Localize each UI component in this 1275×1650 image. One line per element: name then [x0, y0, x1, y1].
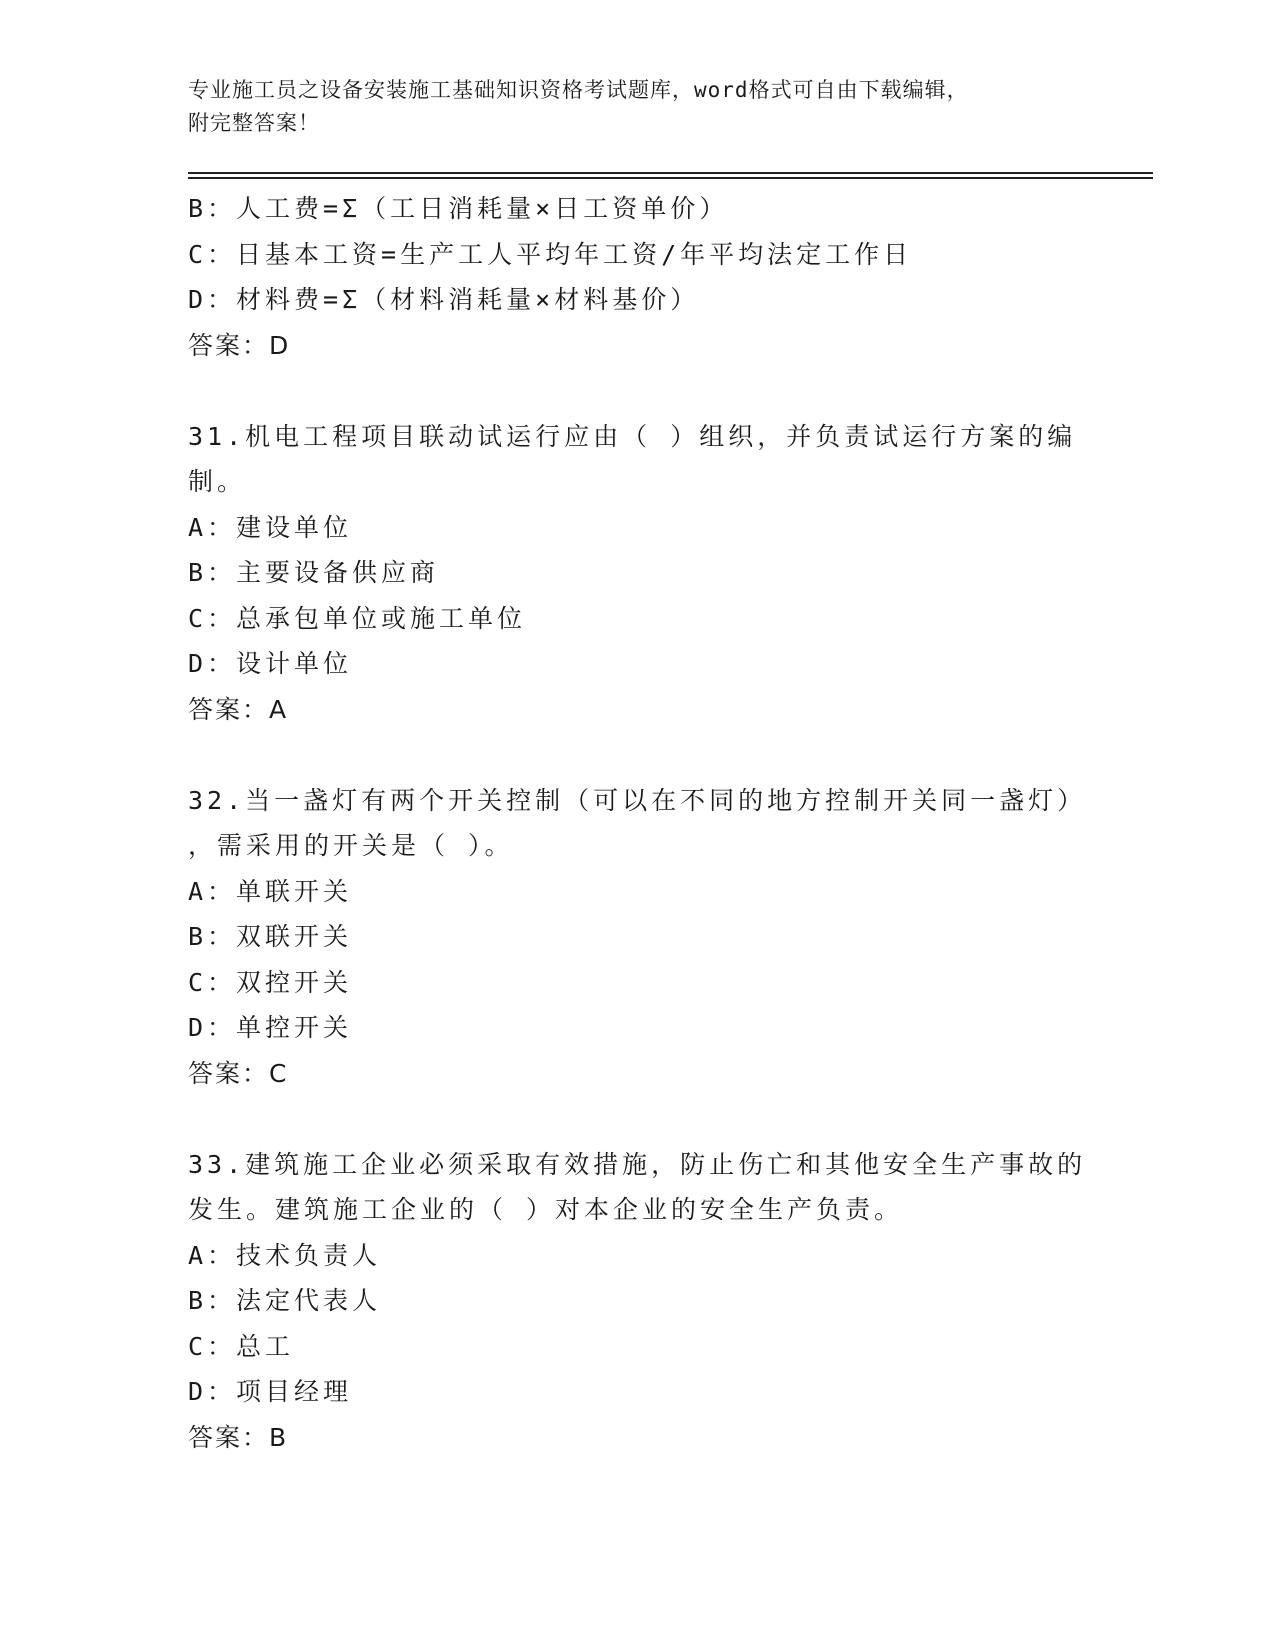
- option-b: B：法定代表人: [188, 1286, 382, 1315]
- document-header: [188, 74, 1068, 140]
- option-b: B：主要设备供应商: [188, 558, 440, 587]
- question-stem-line: 32.当一盏灯有两个开关控制（可以在不同的地方控制开关同一盏灯）: [188, 785, 1087, 815]
- option-c: C：总工: [188, 1331, 295, 1361]
- option-d: D：单控开关: [188, 1013, 353, 1042]
- option-b: B：人工费=Σ（工日消耗量×日工资单价）: [188, 194, 729, 223]
- spacer: [188, 1096, 1088, 1142]
- previous-question-tail: [188, 186, 1088, 368]
- option-a: A：技术负责人: [188, 1240, 382, 1270]
- header-rule-bottom: [188, 177, 1153, 179]
- option-d: D：设计单位: [188, 649, 353, 678]
- question-stem-line: 33.建筑施工企业必须采取有效措施，防止伤亡和其他安全生产事故的: [188, 1149, 1087, 1179]
- option-d: D：材料费=Σ（材料消耗量×材料基价）: [188, 285, 700, 314]
- answer: 答案：C: [188, 1058, 289, 1088]
- header-rule-top: [188, 172, 1153, 174]
- answer: 答案：B: [188, 1422, 289, 1452]
- option-c: C：日基本工资=生产工人平均年工资/年平均法定工作日: [188, 239, 913, 269]
- question-32: [188, 778, 1088, 1097]
- answer: 答案：A: [188, 694, 289, 724]
- question-stem-line: 31.机电工程项目联动试运行应由（ ）组织，并负责试运行方案的编: [188, 421, 1077, 451]
- option-b: B：双联开关: [188, 922, 353, 951]
- spacer: [188, 732, 1088, 778]
- option-d: D：项目经理: [188, 1377, 353, 1406]
- answer: 答案：D: [188, 330, 291, 360]
- question-33: [188, 1142, 1088, 1461]
- spacer: [188, 368, 1088, 414]
- question-31: [188, 414, 1088, 733]
- option-a: A：建设单位: [188, 512, 353, 542]
- question-stem-line: 制。: [188, 467, 247, 496]
- option-a: A：单联开关: [188, 876, 353, 906]
- document-body: [188, 186, 1088, 1460]
- header-line-1: 专业施工员之设备安装施工基础知识资格考试题库，word格式可自由下载编辑，: [188, 78, 969, 102]
- question-stem-line: ，需采用的开关是（ ）。: [188, 831, 514, 860]
- question-stem-line: 发生。建筑施工企业的（ ）对本企业的安全生产负责。: [188, 1195, 904, 1224]
- option-c: C：双控开关: [188, 967, 353, 997]
- option-c: C：总承包单位或施工单位: [188, 603, 527, 633]
- header-line-2: 附完整答案！: [188, 111, 320, 135]
